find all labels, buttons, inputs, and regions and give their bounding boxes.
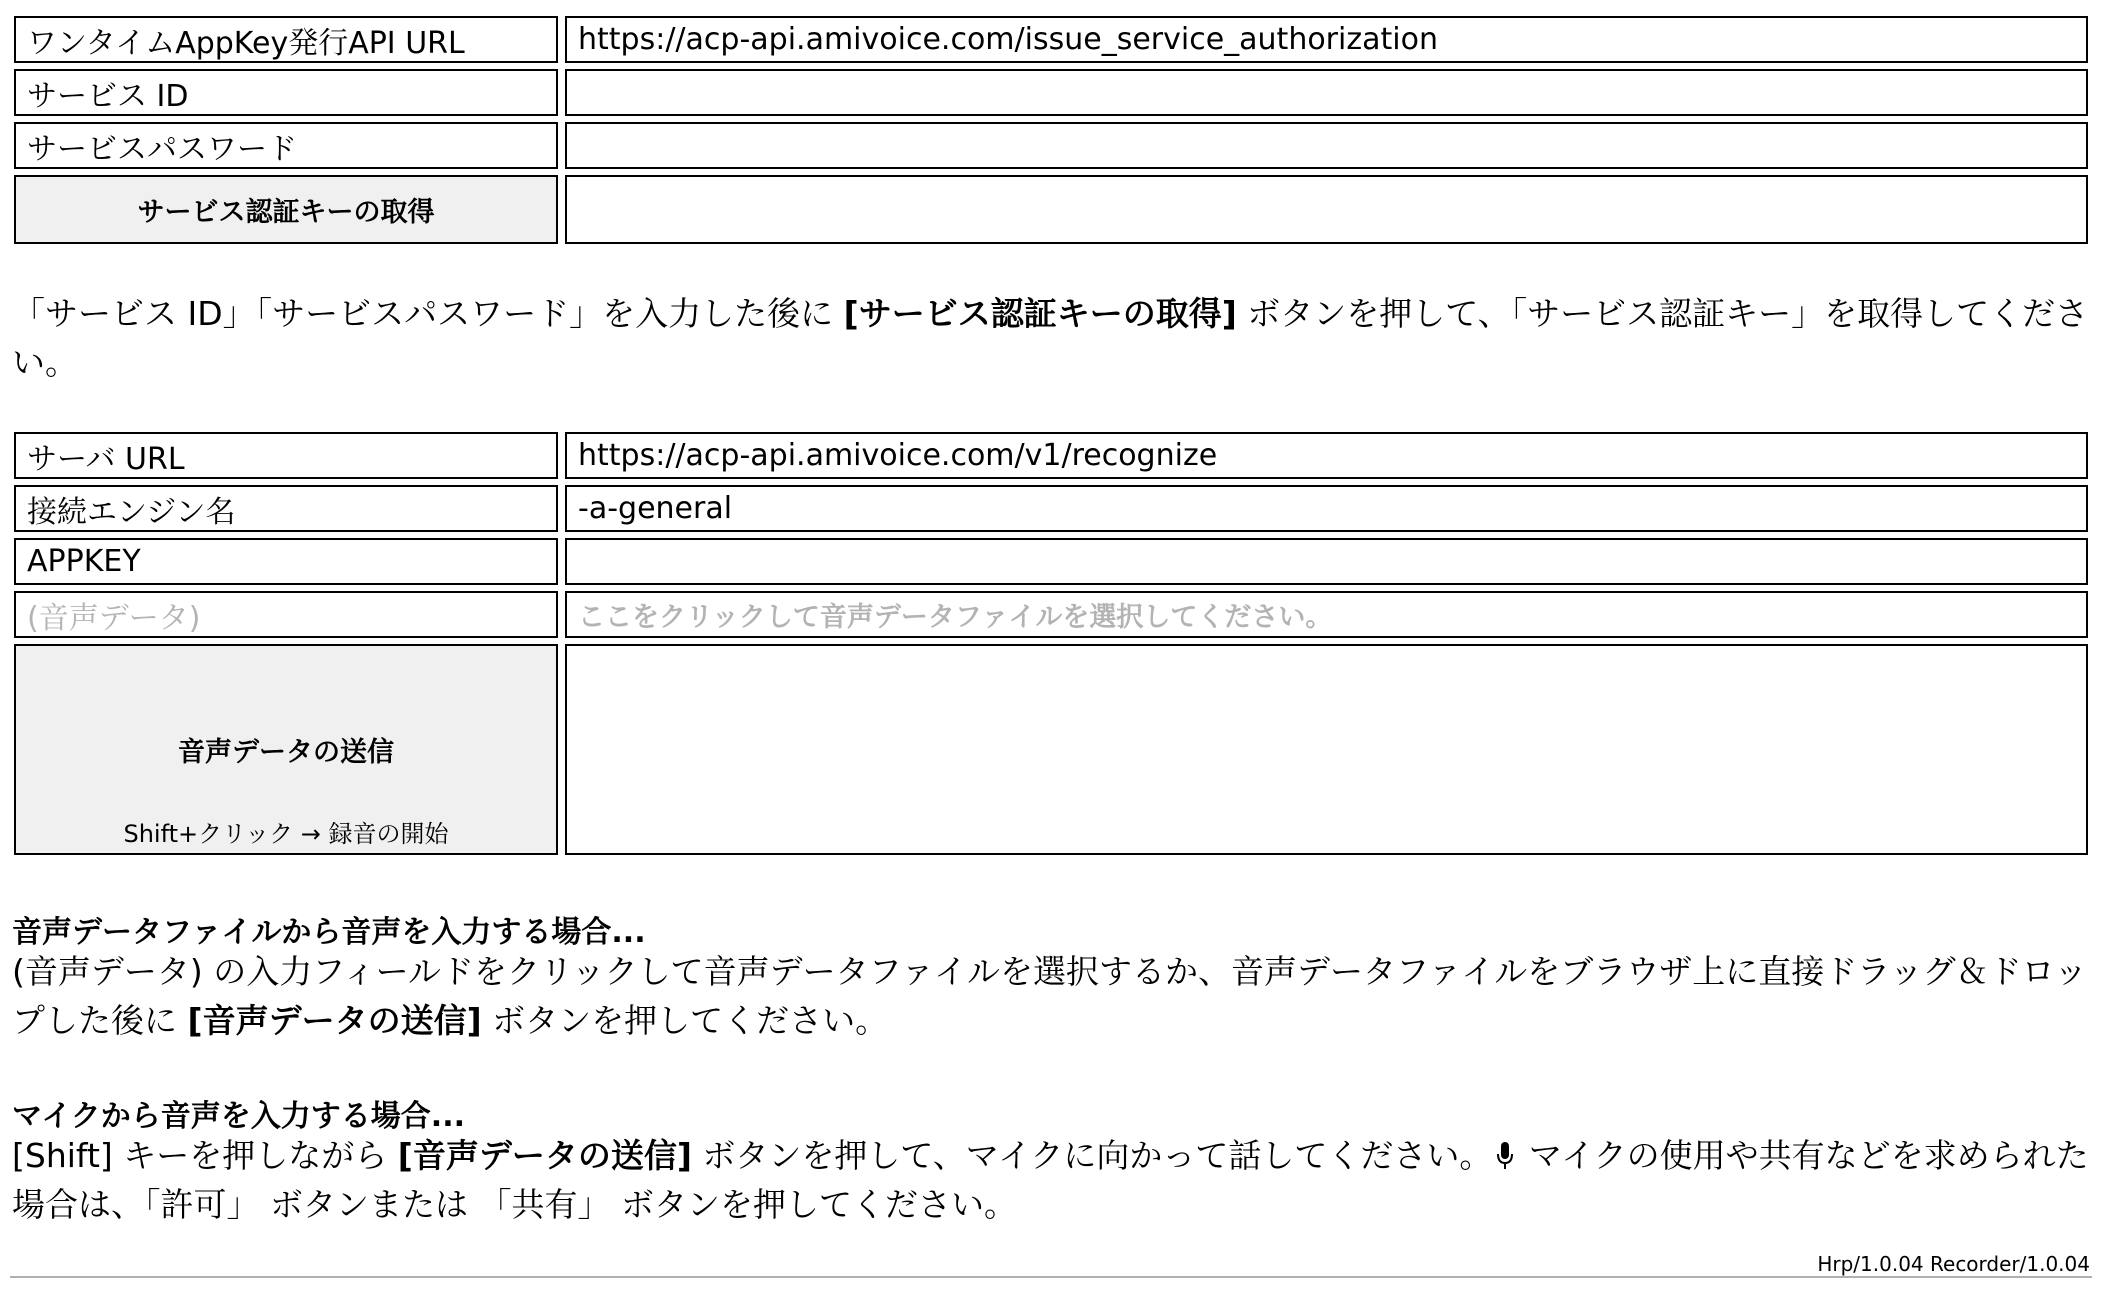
help-mic-part3: マイクの使用や共有などを求められた場合は、「許可」 ボタンまたは 「共有」 ボタンを押してください。 bbox=[12, 1136, 2089, 1224]
help-file-part2: ボタンを押してください。 bbox=[481, 1001, 889, 1040]
appkey-row bbox=[14, 538, 2088, 585]
appkey-api-url-value: https://acp-api.amivoice.com/issue_service_authorization bbox=[578, 22, 1438, 57]
get-service-key-button-label: サービス認証キーの取得 bbox=[137, 197, 435, 228]
appkey-api-label: ワンタイムAppKey発行API URL bbox=[27, 25, 465, 61]
server-url-row bbox=[14, 432, 2088, 479]
service-password-label: サービスパスワード bbox=[27, 131, 297, 167]
help-file-text bbox=[12, 947, 2092, 1045]
engine-label: 接続エンジン名 bbox=[27, 494, 236, 530]
audio-file-row bbox=[14, 591, 2088, 638]
footer-divider bbox=[10, 1276, 2092, 1278]
help-mic-heading: マイクから音声を入力する場合... bbox=[12, 1099, 465, 1134]
version-text: Hrp/1.0.04 Recorder/1.0.04 bbox=[1817, 1252, 2090, 1276]
audio-label: (音声データ) bbox=[27, 600, 201, 636]
help-mic-button-ref: [音声データの送信] bbox=[397, 1136, 692, 1175]
engine-value: -a-general bbox=[578, 491, 733, 526]
auth-instruction-part1: 「サービス ID」「サービスパスワード」を入力した後に bbox=[12, 294, 844, 333]
help-file-part1: (音声データ) の入力フィールドをクリックして音声データファイルを選択するか、音声データファイルをブラウザ上に直接ドラッグ＆ドロップした後に bbox=[12, 952, 2087, 1040]
audio-label-cell bbox=[14, 591, 558, 638]
help-file-heading: 音声データファイルから音声を入力する場合... bbox=[12, 915, 646, 950]
engine-row bbox=[14, 485, 2088, 532]
help-mic-text bbox=[12, 1131, 2092, 1229]
service-id-label: サービス ID bbox=[27, 78, 189, 114]
help-mic-part1: [Shift] キーを押しながら bbox=[12, 1136, 398, 1175]
send-row bbox=[14, 644, 2088, 855]
appkey-api-row bbox=[14, 16, 2088, 63]
service-password-field[interactable] bbox=[565, 122, 2088, 169]
server-url-value: https://acp-api.amivoice.com/v1/recognize bbox=[578, 438, 1218, 473]
auth-instruction-button-ref: [サービス認証キーの取得] bbox=[843, 294, 1237, 333]
service-id-field[interactable] bbox=[565, 69, 2088, 116]
engine-field[interactable] bbox=[565, 485, 2088, 532]
send-audio-button[interactable] bbox=[14, 644, 558, 855]
get-key-row bbox=[14, 175, 2088, 244]
service-key-result bbox=[565, 175, 2088, 244]
send-audio-button-sublabel: Shift+クリック → 録音の開始 bbox=[123, 820, 449, 848]
server-url-label: サーバ URL bbox=[27, 441, 185, 477]
audio-file-input[interactable] bbox=[565, 591, 2088, 638]
microphone-icon bbox=[1496, 1141, 1514, 1171]
auth-instruction bbox=[12, 289, 2092, 387]
appkey-label: APPKEY bbox=[27, 544, 141, 579]
auth-instruction-part2: ボタンを押して、「サービス認証キー」を取得してください。 bbox=[12, 294, 2089, 382]
send-audio-button-label: 音声データの送信 bbox=[178, 737, 394, 768]
service-password-row bbox=[14, 122, 2088, 169]
help-mic-part2: ボタンを押して、マイクに向かって話してください。 bbox=[691, 1136, 1493, 1175]
server-url-label-cell bbox=[14, 432, 558, 479]
server-url-field[interactable] bbox=[565, 432, 2088, 479]
engine-label-cell bbox=[14, 485, 558, 532]
appkey-api-label-cell bbox=[14, 16, 558, 63]
get-service-key-button[interactable] bbox=[14, 175, 558, 244]
service-password-label-cell bbox=[14, 122, 558, 169]
service-id-row bbox=[14, 69, 2088, 116]
appkey-field[interactable] bbox=[565, 538, 2088, 585]
audio-file-placeholder: ここをクリックして音声データファイルを選択してください。 bbox=[578, 602, 1333, 633]
help-file-button-ref: [音声データの送信] bbox=[187, 1001, 482, 1040]
service-id-label-cell bbox=[14, 69, 558, 116]
appkey-label-cell bbox=[14, 538, 558, 585]
recognition-result bbox=[565, 644, 2088, 855]
appkey-api-url-field[interactable] bbox=[565, 16, 2088, 63]
